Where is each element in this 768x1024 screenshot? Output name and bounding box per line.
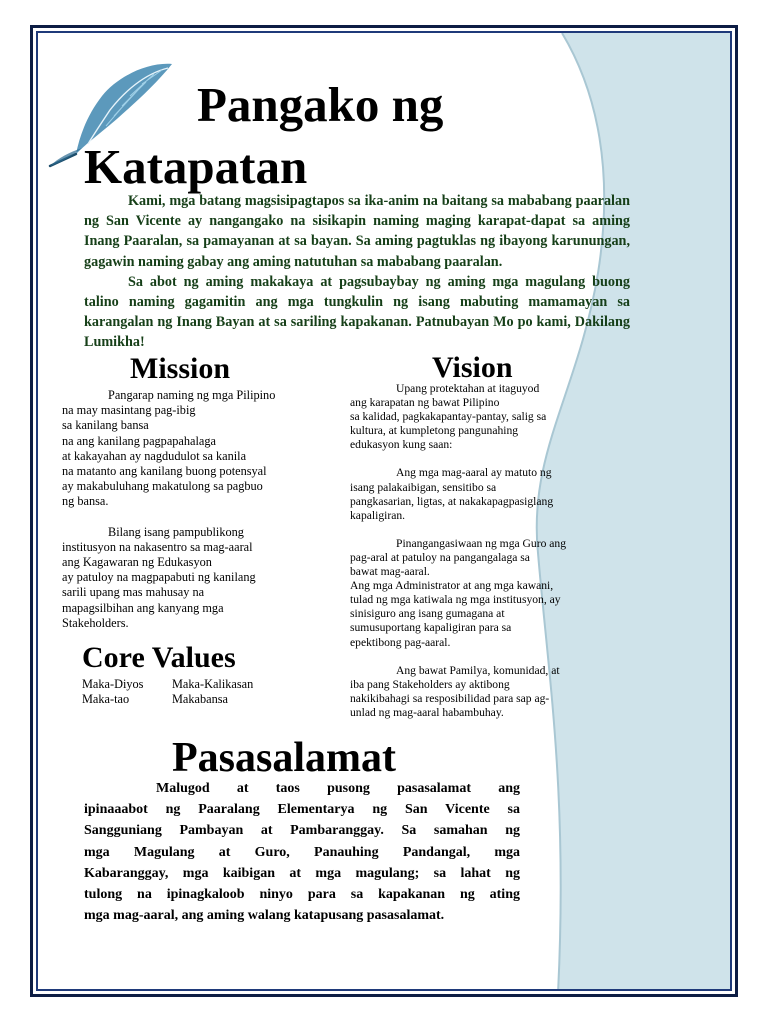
mission-paragraph-2 [62, 525, 324, 631]
vision-paragraph-4 [350, 579, 600, 649]
vision-paragraph-5 [350, 664, 600, 720]
vision-paragraph-2 [350, 466, 600, 522]
mission-line: sa kanilang bansa [62, 418, 149, 433]
vision-paragraph-1 [350, 382, 600, 452]
vision-line: sa kalidad, pagkakapantay-pantay, salig sa [350, 410, 547, 424]
title-line-2: Katapatan [84, 139, 308, 194]
vision-line: Upang protektahan at itaguyod [396, 382, 540, 395]
core-value: Makabansa [172, 691, 228, 706]
mission-line: ay patuloy na magpapabuti ng kanilang [62, 570, 256, 585]
pledge-text [84, 191, 630, 366]
vision-line: Ang bawat Pamilya, komunidad, at [396, 663, 560, 677]
vision-line: Pinangangasiwaan ng mga Guro ang [396, 536, 567, 550]
vision-line: pangkasarian, ligtas, at nakakapagpasiglang [350, 494, 554, 508]
mission-line: ng bansa. [62, 494, 109, 509]
mission-text [62, 388, 324, 646]
pasasalamat-text [84, 778, 520, 926]
vision-text [350, 382, 600, 734]
vision-line: sinisiguro ang isang gumagana at [350, 607, 505, 621]
vision-line: nakikibahagi sa resposibilidad para sap ag- [350, 691, 550, 705]
vision-line: Ang mga Administrator at ang mga kawani, [350, 579, 554, 593]
mission-line: ay makabuluhang makatulong sa pagbuo [62, 479, 263, 494]
pasasalamat-line: ipinaaabot ng Paaralang Elementarya ng San Vicente sa [84, 802, 520, 818]
core-values-row [82, 692, 262, 707]
core-values-list [82, 677, 262, 706]
pasasalamat-line: tulong na ipinagkaloob ninyo para sa kapakanan ng ating [84, 887, 520, 903]
mission-line: na matanto ang kanilang buong potensyal [62, 464, 267, 479]
pledge-paragraph-2: Sa abot ng aming makakaya at pagsubaybay ng aming mga magulang buong talino naming gagamitin ang mga tungkulin ng isang mabuting mamamayan sa karangalan ng Inang Bayan at sa sariling kapakanan. Patnubayan Mo po kami, Dakilang Lumikha! [84, 273, 630, 351]
mission-line: institusyon na nakasentro sa mag-aaral [62, 539, 253, 554]
mission-heading: Mission [130, 352, 231, 385]
mission-line: sarili upang mas mahusay na [62, 585, 205, 600]
vision-line: sumusuportang kapaligiran para sa [350, 621, 512, 635]
mission-line: na ang kanilang pagpapahalaga [62, 433, 216, 448]
vision-line: Ang mga mag-aaral ay matuto ng [396, 466, 552, 480]
vision-line: iba pang Stakeholders ay aktibong [350, 677, 510, 691]
title-line-1: Pangako ng [197, 77, 444, 132]
core-values-heading: Core Values [82, 641, 236, 674]
vision-heading: Vision [432, 351, 513, 384]
pasasalamat-line: mga Magulang at Guro, Panauhing Pandangal, mga [84, 844, 520, 860]
mission-line: Stakeholders. [62, 615, 129, 630]
vision-line: epektibong pag-aaral. [350, 635, 451, 649]
mission-line: na may masintang pag-ibig [62, 403, 196, 418]
vision-line: pag-aral at patuloy na pangangalaga sa [350, 550, 530, 564]
mission-line: Pangarap naming ng mga Pilipino [108, 388, 276, 402]
pasasalamat-line: mga mag-aaral, ang aming walang katapusang pasasalamat. [84, 908, 445, 924]
vision-line: edukasyon kung saan: [350, 438, 453, 452]
vision-line: isang palakaibigan, sensitibo sa [350, 480, 497, 494]
pledge-paragraph-1: Kami, mga batang magsisipagtapos sa ika-anim na baitang sa mababang paaralan ng San Vicente ay nangangako na sisikapin naming maging karapat-dapat sa aming Inang Paaralan, sa pamayanan at sa bayan. Sa aming pagtuklas ng ibayong karunungan, gagawin naming gabay ang aming natutuhan sa mababang paaralan. [84, 193, 630, 270]
mission-line: mapagsilbihan ang kanyang mga [62, 600, 224, 615]
core-value: Maka-Kalikasan [172, 677, 254, 691]
vision-line: kapaligiran. [350, 508, 406, 522]
mission-line: ang Kagawaran ng Edukasyon [62, 555, 212, 570]
core-value: Maka-tao [82, 691, 130, 706]
vision-line: tulad ng mga katiwala ng mga institusyon, ay [350, 593, 561, 607]
vision-line: kultura, at kumpletong pangunahing [350, 424, 519, 438]
pasasalamat-heading: Pasasalamat [172, 735, 396, 781]
vision-line: ang karapatan ng bawat Pilipino [350, 396, 500, 410]
vision-line: unlad ng mag-aaral habambuhay. [350, 705, 504, 719]
pasasalamat-line: Malugod at taos pusong pasasalamat ang [156, 781, 520, 796]
mission-paragraph-1 [62, 388, 324, 510]
core-values-row [82, 677, 262, 692]
core-value: Maka-Diyos [82, 677, 144, 691]
mission-line: at kakayahan ay nagdudulot sa kanila [62, 448, 247, 463]
vision-paragraph-3 [350, 537, 600, 579]
vision-line: bawat mag-aaral. [350, 565, 430, 579]
mission-line: Bilang isang pampublikong [108, 524, 244, 539]
pasasalamat-line: Kabaranggay, mga kaibigan at mga magulang; sa lahat ng [84, 865, 520, 881]
pasasalamat-line: Sangguniang Pambayan at Pambaranggay. Sa samahan ng [84, 823, 520, 839]
